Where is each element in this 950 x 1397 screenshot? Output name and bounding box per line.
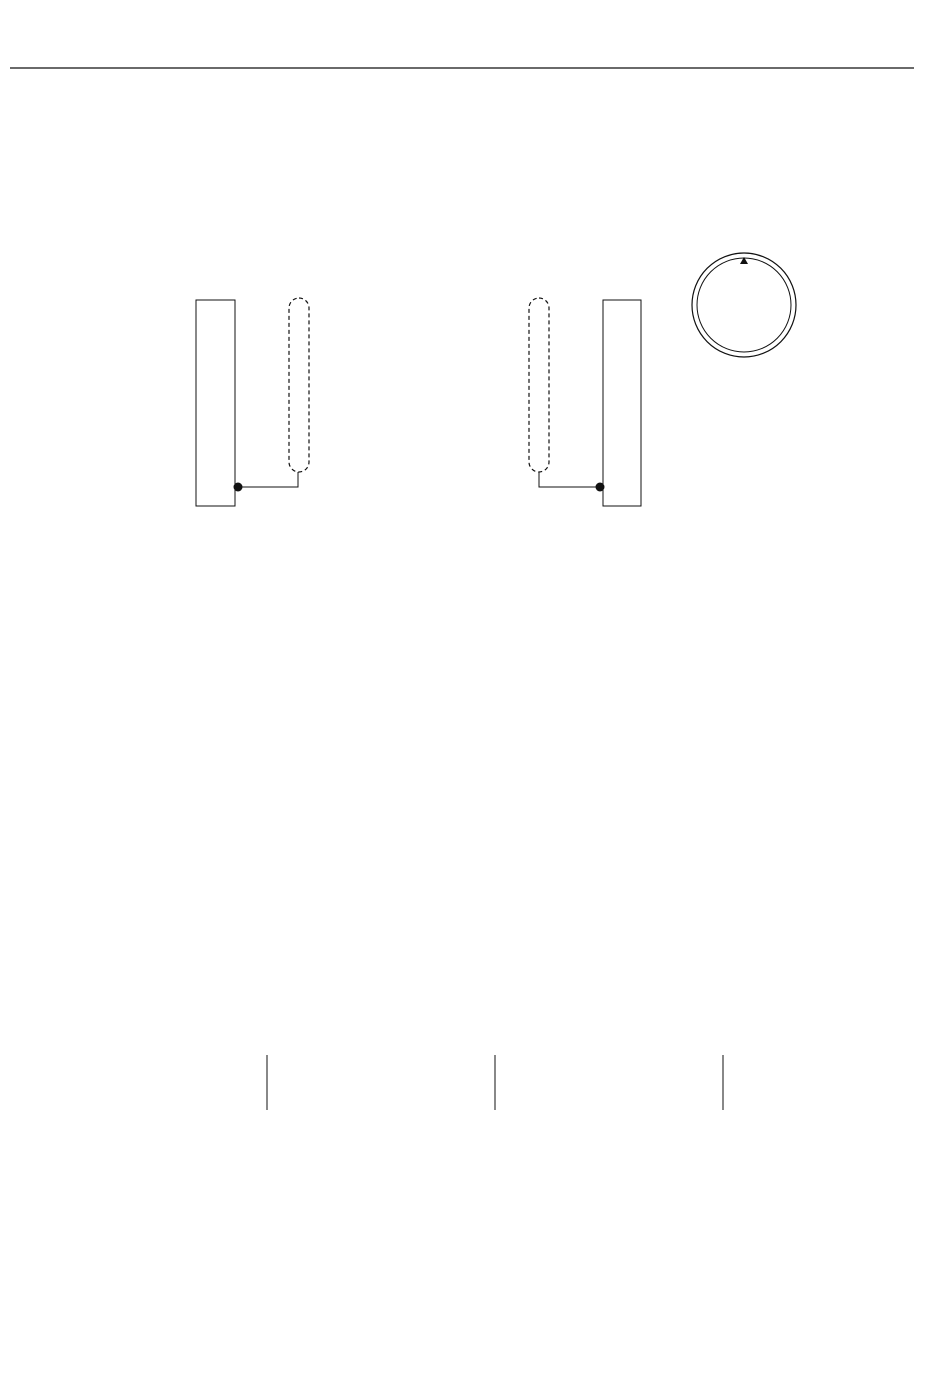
shield-loop-left xyxy=(289,298,309,472)
shield-wire-right xyxy=(539,472,600,487)
shield-terminal-encoder xyxy=(596,483,605,492)
cpu-block xyxy=(196,300,235,506)
encoder-block xyxy=(603,300,641,506)
connector-face-view xyxy=(692,253,796,357)
wiring-diagram xyxy=(196,253,796,506)
shield-terminal-cpu xyxy=(234,483,243,492)
shield-loop-right xyxy=(529,298,549,472)
connector-inner-ring xyxy=(697,258,791,352)
shield-wire-left xyxy=(237,472,298,487)
connector-outer-ring xyxy=(692,253,796,357)
